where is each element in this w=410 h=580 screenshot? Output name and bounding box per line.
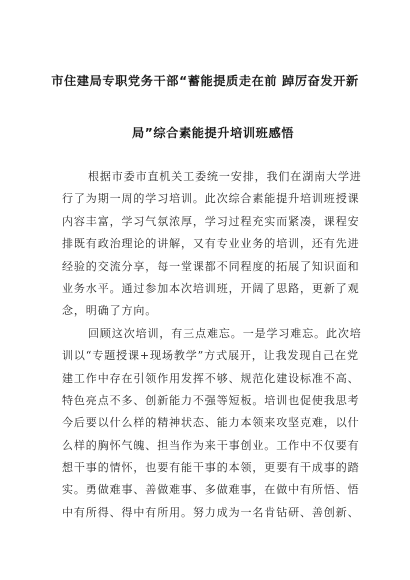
paragraph-line: 根据市委市直机关工委统一安排，我们在湖南大学进 xyxy=(88,170,362,183)
paragraph-line: 实。勇做难事、善做难事、多做难事，在做中有所悟、悟 xyxy=(62,483,360,497)
paragraph-line: 么样的胸怀气魄、担当作为来干事创业。工作中不仅要有 xyxy=(62,438,360,452)
paragraph-line: 特色亮点不多、创新能力不强等短板。培训也促使我思考 xyxy=(62,393,360,407)
document-title-line-1: 市住建局专职党务干部“蓄能提质走在前 踔厉奋发开新 xyxy=(51,74,359,88)
paragraph-line: 排既有政治理论的讲解，又有专业业务的培训，还有先进 xyxy=(62,237,360,251)
paragraph-line: 建工作中存在引领作用发挥不够、规范化建设标准不高、 xyxy=(62,371,360,385)
document-title-line-2: 局”综合素能提升培训班感悟 xyxy=(131,126,295,140)
paragraph-1 xyxy=(62,166,362,323)
paragraph-2 xyxy=(62,323,362,525)
paragraph-line: 中有所得、得中有所用。努力成为一名肯钻研、善创新、 xyxy=(62,505,360,519)
paragraph-line: 行了为期一周的学习培训。此次综合素能提升培训班授课 xyxy=(62,192,360,206)
paragraph-line: 今后要以什么样的精神状态、能力本领来攻坚克难，以什 xyxy=(62,416,360,430)
paragraph-line: 经验的交流分享，每一堂课都不同程度的拓展了知识面和 xyxy=(62,259,360,273)
paragraph-line: 念，明确了方向。 xyxy=(62,304,158,318)
paragraph-line: 想干事的情怀，也要有能干事的本领，更要有干成事的踏 xyxy=(62,461,360,475)
paragraph-line: 训以“专题授课+现场教学”方式展开，让我发现自己在党 xyxy=(62,349,359,363)
paragraph-line: 回顾这次培训，有三点难忘。一是学习难忘。此次培 xyxy=(88,326,362,340)
paragraph-line: 内容丰富，学习气氛浓厚，学习过程充实而紧凑，课程安 xyxy=(62,214,360,228)
document-body xyxy=(62,166,362,524)
paragraph-line: 业务水平。通过参加本次培训班，开阔了思路，更新了观 xyxy=(62,281,360,295)
